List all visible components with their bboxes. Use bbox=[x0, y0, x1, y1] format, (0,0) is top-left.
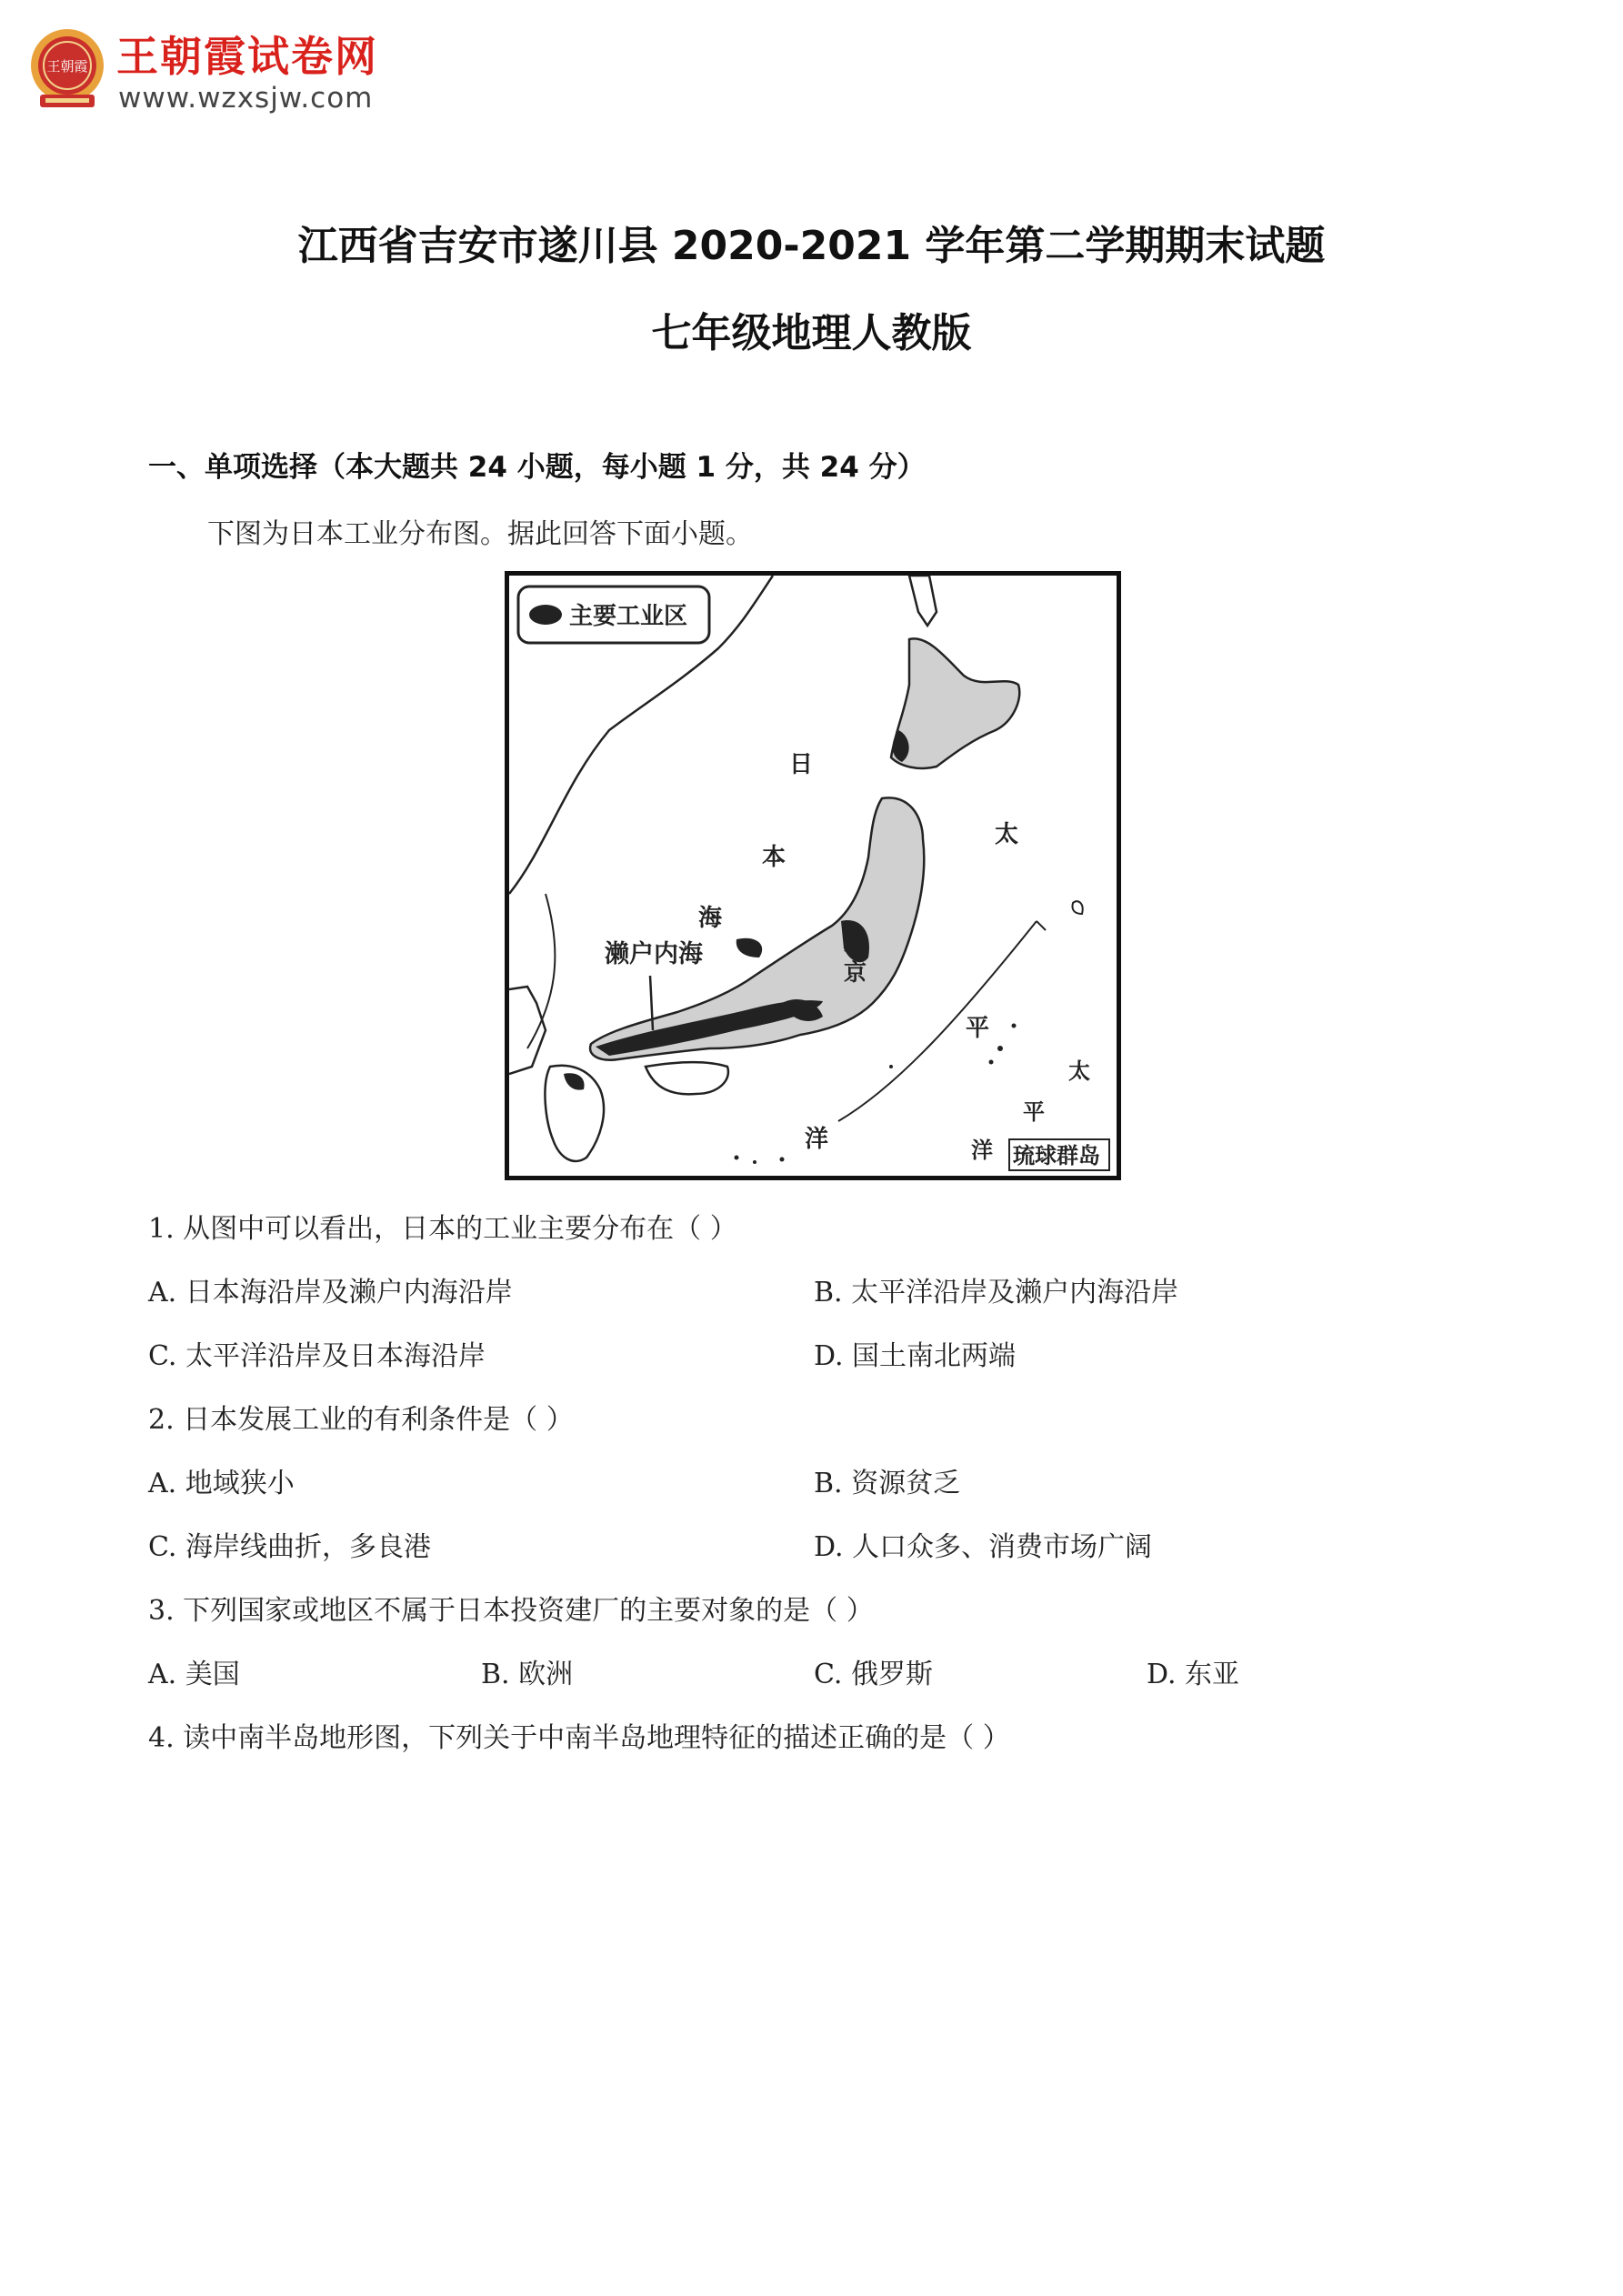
japan-industry-map bbox=[505, 571, 1121, 1180]
site-url[interactable]: www.wzxsjw.com bbox=[118, 82, 374, 115]
label-sea-2: 本 bbox=[762, 844, 786, 871]
q3-option-a[interactable]: A. 美国 bbox=[148, 1659, 240, 1690]
question-3-stem: 3. 下列国家或地区不属于日本投资建厂的主要对象的是（ ） bbox=[148, 1595, 874, 1627]
q1-option-d[interactable]: D. 国土南北两端 bbox=[814, 1340, 1017, 1372]
mainland-coast-south bbox=[527, 894, 555, 1048]
map-drawing bbox=[509, 576, 1117, 1176]
label-sea-3: 海 bbox=[698, 905, 723, 932]
label-ocean-3: 洋 bbox=[805, 1126, 829, 1153]
label-ocean-6: 洋 bbox=[971, 1138, 993, 1163]
industrial-area-japan-sea bbox=[736, 938, 762, 958]
question-1-stem: 1. 从图中可以看出，日本的工业主要分布在（ ） bbox=[148, 1213, 737, 1245]
logo-seal-icon bbox=[27, 27, 107, 115]
label-ocean-2: 平 bbox=[966, 1015, 990, 1042]
q2-option-b[interactable]: B. 资源贫乏 bbox=[814, 1468, 961, 1499]
question-2-stem: 2. 日本发展工业的有利条件是（ ） bbox=[148, 1404, 574, 1436]
sakhalin-island bbox=[909, 576, 937, 626]
label-tokyo-2: 京 bbox=[844, 959, 867, 986]
question-4-stem: 4. 读中南半岛地形图，下列关于中南半岛地理特征的描述正确的是（ ） bbox=[148, 1722, 1010, 1754]
label-ocean-1: 太 bbox=[995, 821, 1019, 848]
label-ocean-5: 平 bbox=[1023, 1099, 1045, 1125]
q3-option-b[interactable]: B. 欧洲 bbox=[481, 1659, 574, 1690]
q2-option-c[interactable]: C. 海岸线曲折，多良港 bbox=[148, 1531, 431, 1563]
label-tokyo-1: 东 bbox=[844, 929, 867, 956]
label-inland-sea: 濑户内海 bbox=[605, 940, 703, 968]
q1-option-a[interactable]: A. 日本海沿岸及濑户内海沿岸 bbox=[148, 1277, 513, 1308]
label-ryukyu: 琉球群岛 bbox=[1013, 1143, 1100, 1168]
q1-option-b[interactable]: B. 太平洋沿岸及濑户内海沿岸 bbox=[814, 1277, 1179, 1308]
label-ocean-4: 太 bbox=[1068, 1058, 1090, 1084]
map-legend-label: 主要工业区 bbox=[569, 603, 688, 630]
q2-option-d[interactable]: D. 人口众多、消费市场广阔 bbox=[814, 1531, 1153, 1563]
legend-swatch-icon bbox=[529, 605, 562, 625]
site-logo-badge bbox=[27, 27, 107, 107]
hokkaido-island bbox=[891, 638, 1019, 768]
q3-option-c[interactable]: C. 俄罗斯 bbox=[814, 1659, 933, 1690]
svg-text:王朝霞: 王朝霞 bbox=[46, 58, 88, 75]
q2-option-a[interactable]: A. 地域狭小 bbox=[148, 1468, 295, 1499]
label-sea-1: 日 bbox=[789, 751, 814, 778]
site-name: 王朝霞试卷网 bbox=[116, 32, 378, 81]
exam-subtitle: 七年级地理人教版 bbox=[651, 310, 972, 356]
q3-option-d[interactable]: D. 东亚 bbox=[1147, 1659, 1240, 1690]
shikoku-island bbox=[646, 1062, 728, 1094]
korea-coast bbox=[509, 987, 546, 1074]
question-intro: 下图为日本工业分布图。据此回答下面小题。 bbox=[207, 518, 753, 550]
q1-option-c[interactable]: C. 太平洋沿岸及日本海沿岸 bbox=[148, 1340, 486, 1372]
section-header: 一、单项选择（本大题共 24 小题，每小题 1 分，共 24 分） bbox=[148, 451, 926, 484]
exam-title: 江西省吉安市遂川县 2020-2021 学年第二学期期末试题 bbox=[297, 223, 1326, 269]
